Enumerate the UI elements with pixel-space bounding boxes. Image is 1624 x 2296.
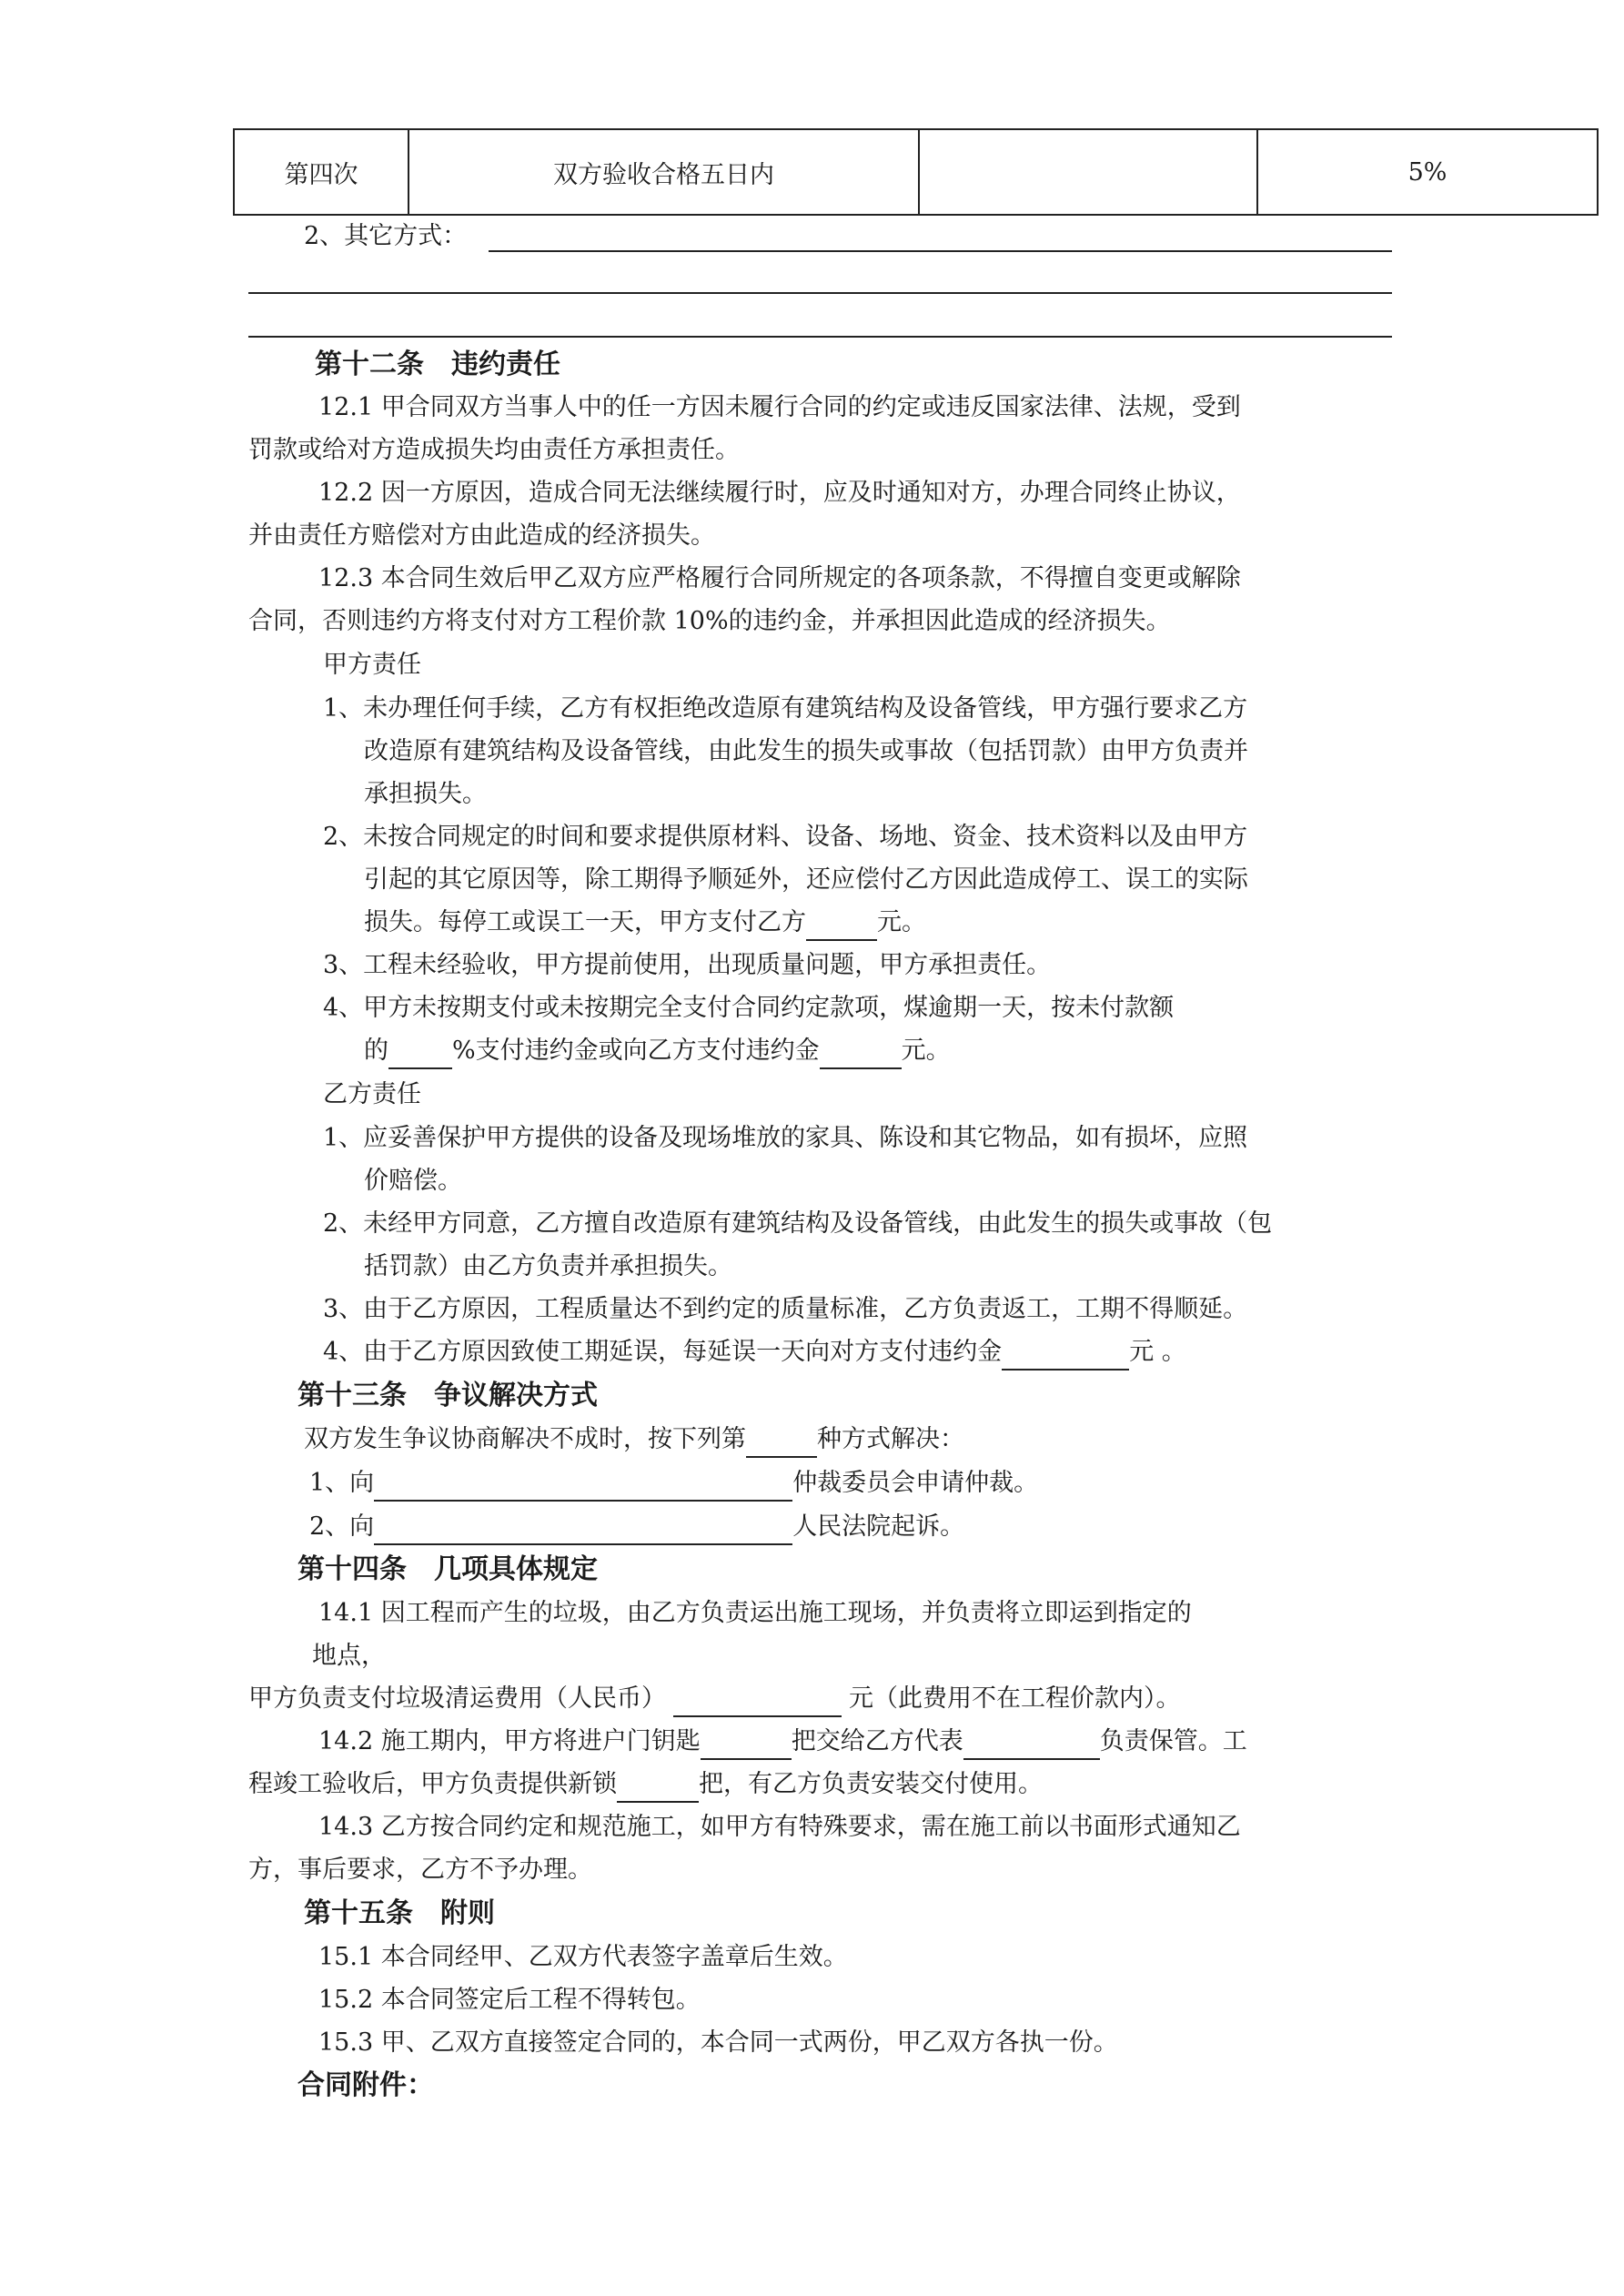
blank-field[interactable] <box>820 1040 902 1069</box>
art14-clause-3: 14.3 乙方按合同约定和规范施工，如甲方有特殊要求，需在施工前以书面形式通知乙 <box>318 1813 1241 1841</box>
blank-field[interactable] <box>388 1040 452 1069</box>
payment-schedule-table <box>233 128 1599 216</box>
party-b-duties-title: 乙方责任 <box>323 1080 421 1108</box>
percent-cell: 5% <box>1257 129 1598 215</box>
art12-clause-2: 12.2 因一方原因，造成合同无法继续履行时，应及时通知对方，办理合同终止协议， <box>318 479 1241 507</box>
fill-line <box>248 292 1392 294</box>
blank-field[interactable] <box>1002 1341 1129 1371</box>
art14-clause-1: 14.1 因工程而产生的垃圾，由乙方负责运出施工现场，并负责将立即运到指定的 <box>318 1599 1192 1627</box>
blank-field[interactable] <box>374 1516 792 1545</box>
party-b-item-1-cont: 价赔偿。 <box>364 1167 462 1195</box>
party-b-item-3: 3、由于乙方原因，工程质量达不到约定的质量标准，乙方负责返工，工期不得顺延。 <box>323 1295 1248 1323</box>
art14-clause-2-cont: 程竣工验收后，甲方负责提供新锁 把，有乙方负责安装交付使用。 <box>248 1766 1043 1803</box>
other-method-label: 2、其它方式： <box>304 222 468 250</box>
art14-clause-1-fee: 甲方负责支付垃圾清运费用（人民币） 元（此费用不在工程价款内）。 <box>248 1681 1181 1717</box>
party-a-item-2-cont: 损失。每停工或误工一天，甲方支付乙方 元。 <box>364 905 926 941</box>
blank-field[interactable] <box>806 912 877 941</box>
blank-field[interactable] <box>673 1688 842 1717</box>
art15-clause-1: 15.1 本合同经甲、乙双方代表签字盖章后生效。 <box>318 1943 848 1971</box>
fill-line <box>489 250 1392 252</box>
party-a-duties-title: 甲方责任 <box>323 651 421 679</box>
party-a-item-1-cont: 承担损失。 <box>364 780 487 808</box>
article-12-title: 第十二条 违约责任 <box>315 349 560 380</box>
art14-clause-2: 14.2 施工期内，甲方将进户门钥匙 把交给乙方代表 负责保管。工 <box>318 1724 1247 1760</box>
party-b-item-2: 2、未经甲方同意，乙方擅自改造原有建筑结构及设备管线，由此发生的损失或事故（包 <box>323 1209 1273 1238</box>
art14-clause-3-cont: 方，事后要求，乙方不予办理。 <box>248 1856 592 1884</box>
article-13-title: 第十三条 争议解决方式 <box>298 1380 598 1411</box>
party-b-item-4: 4、由于乙方原因致使工期延误，每延误一天向对方支付违约金 元 。 <box>323 1334 1186 1371</box>
party-a-item-2-cont: 引起的其它原因等，除工期得予顺延外，还应偿付乙方因此造成停工、误工的实际 <box>364 865 1248 894</box>
attachments-title: 合同附件： <box>298 2069 434 2101</box>
blank-field[interactable] <box>374 1472 792 1502</box>
party-a-item-4-cont: 的 %支付违约金或向乙方支付违约金 元。 <box>364 1033 951 1069</box>
blank-field[interactable] <box>701 1731 792 1760</box>
blank-field[interactable] <box>746 1429 817 1458</box>
art15-clause-3: 15.3 甲、乙双方直接签定合同的，本合同一式两份，甲乙双方各执一份。 <box>318 2028 1118 2057</box>
party-a-item-2: 2、未按合同规定的时间和要求提供原材料、设备、场地、资金、技术资料以及由甲方 <box>323 823 1248 851</box>
stage-cell: 第四次 <box>234 129 409 215</box>
art12-clause-1-cont: 罚款或给对方造成损失均由责任方承担责任。 <box>248 436 740 464</box>
blank-field[interactable] <box>963 1731 1100 1760</box>
art12-clause-1: 12.1 甲合同双方当事人中的任一方因未履行合同的约定或违反国家法律、法规，受到 <box>318 393 1241 421</box>
party-a-item-1: 1、未办理任何手续，乙方有权拒绝改造原有建筑结构及设备管线，甲方强行要求乙方 <box>323 694 1248 723</box>
blank-field[interactable] <box>617 1774 699 1803</box>
amount-cell <box>919 129 1257 215</box>
article-15-title: 第十五条 附则 <box>304 1897 495 1929</box>
art14-clause-1-cont: 地点， <box>312 1642 386 1670</box>
party-b-item-1: 1、应妥善保护甲方提供的设备及现场堆放的家具、陈设和其它物品，如有损坏，应照 <box>323 1124 1248 1152</box>
table-row <box>234 129 1598 215</box>
art12-clause-3-cont: 合同，否则违约方将支付对方工程价款 10%的违约金，并承担因此造成的经济损失。 <box>248 607 1171 635</box>
party-a-item-4: 4、甲方未按期支付或未按期完全支付合同约定款项，煤逾期一天，按未付款额 <box>323 994 1175 1022</box>
article-14-title: 第十四条 几项具体规定 <box>298 1553 598 1585</box>
art13-intro: 双方发生争议协商解决不成时，按下列第 种方式解决： <box>304 1421 964 1458</box>
fill-line <box>248 336 1392 338</box>
party-b-item-2-cont: 括罚款）由乙方负责并承担损失。 <box>364 1252 732 1280</box>
art12-clause-3: 12.3 本合同生效后甲乙双方应严格履行合同所规定的各项条款，不得擅自变更或解除 <box>318 564 1241 592</box>
art15-clause-2: 15.2 本合同签定后工程不得转包。 <box>318 1986 701 2014</box>
party-a-item-1-cont: 改造原有建筑结构及设备管线，由此发生的损失或事故（包括罚款）由甲方负责并 <box>364 737 1248 765</box>
condition-cell: 双方验收合格五日内 <box>409 129 919 215</box>
art12-clause-2-cont: 并由责任方赔偿对方由此造成的经济损失。 <box>248 521 715 550</box>
art13-option-1: 1、向 仲裁委员会申请仲裁。 <box>309 1465 1038 1502</box>
party-a-item-3: 3、工程未经验收，甲方提前使用，出现质量问题，甲方承担责任。 <box>323 951 1052 979</box>
art13-option-2: 2、向 人民法院起诉。 <box>309 1509 964 1545</box>
